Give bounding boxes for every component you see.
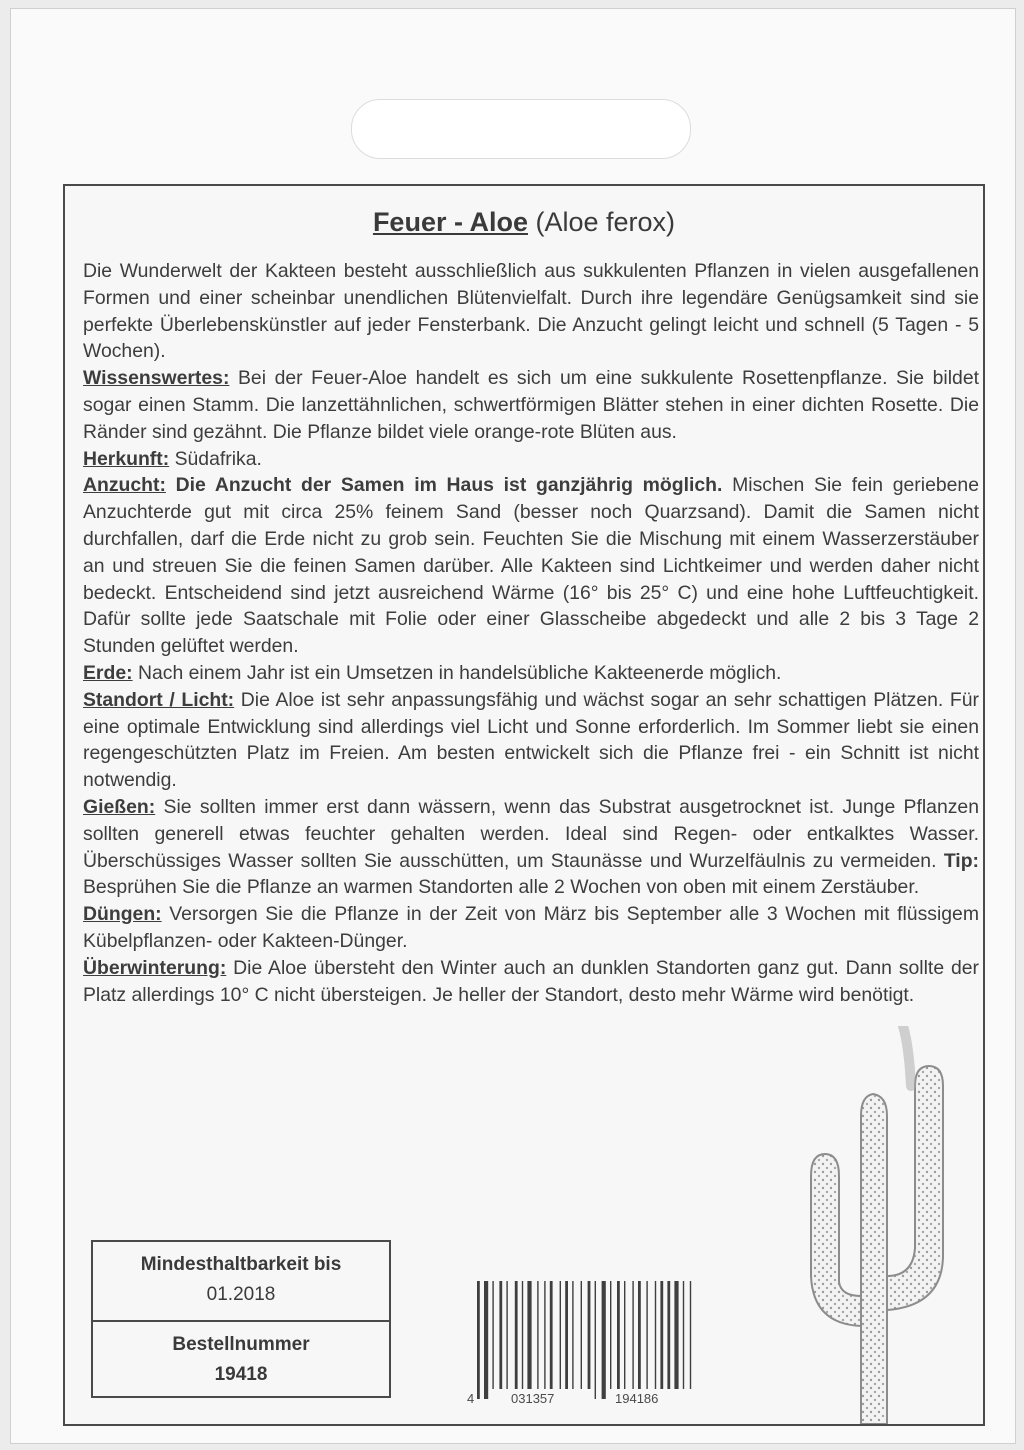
- plant-name: Feuer - Aloe: [372, 207, 528, 237]
- order-number-label: Bestellnummer: [172, 1334, 310, 1355]
- section-text: Die Aloe ist sehr anpassungsfähig und wächst sogar an sehr schattigen Plätzen. Für eine optimale Entwicklung sind allerdings viel Licht und Sonne erforderlich. Im Sommer liebt sie einen regengeschützten Platz im Freien. Am besten entwickelt sich die Pflanze frei - ein Schnitt ist nicht notwendig.: [83, 688, 979, 792]
- section-text: Nach einem Jahr ist ein Umsetzen in handelsübliche Kakteenerde möglich.: [137, 661, 782, 684]
- section-label: Wissenswertes:: [83, 367, 230, 390]
- section-label: Überwinterung:: [83, 956, 227, 979]
- best-before-value: 01.2018: [206, 1284, 276, 1305]
- barcode-bar: [499, 1281, 502, 1389]
- seed-packet-back: [10, 8, 1016, 1444]
- section-standort: [83, 687, 979, 794]
- best-before-label: Mindesthaltbarkeit bis: [140, 1254, 342, 1275]
- barcode-bar: [667, 1281, 670, 1389]
- barcode-digit-first: 4: [467, 1391, 475, 1406]
- best-before-row: [93, 1242, 389, 1320]
- care-instructions: [83, 258, 979, 1008]
- cactus-illustration: [773, 1026, 973, 1424]
- barcode-bar: [683, 1281, 684, 1389]
- tip-text: Besprühen Sie die Pflanze an warmen Standorten alle 2 Wochen von oben mit einem Zerstäuber.: [83, 876, 920, 899]
- barcode-bar: [617, 1281, 620, 1389]
- barcode-bar: [655, 1281, 656, 1389]
- barcode-bar: [690, 1281, 691, 1389]
- barcode-bar: [588, 1281, 591, 1389]
- section-text: Sie sollten immer erst dann wässern, wenn das Substrat ausgetrocknet ist. Junge Pflanzen sollten generell etwas feuchter gehalten werden. Ideal sind Regen- oder entkalktes Wasser. Überschüssiges Wasser sollten Sie ausschütten, um Staunässe und Wurzelfäulnis zu vermeiden.: [83, 795, 980, 872]
- barcode-bar: [595, 1281, 596, 1399]
- intro-text: Die Wunderwelt der Kakteen besteht ausschließlich aus sukkulenten Pflanzen in vielen ausgefallenen Formen und einer scheinbar unendlichen Blütenvielfalt. Durch ihre legendäre Genügsamkeit sind sie perfekte Überlebenskünstler auf jeder Fensterbank. Die Anzucht gelingt leicht und schnell (5 Tagen - 5 Wochen).: [83, 260, 979, 363]
- section-label: Herkunft:: [83, 447, 170, 470]
- barcode-bar: [506, 1281, 507, 1389]
- section-emphasis: Die Anzucht der Samen im Haus ist ganzjährig möglich.: [175, 474, 723, 497]
- barcode-bar: [527, 1281, 531, 1389]
- barcode-bar: [537, 1281, 538, 1389]
- barcode-bar: [646, 1281, 647, 1389]
- section-text: Südafrika.: [174, 447, 262, 470]
- barcode-bar: [624, 1281, 625, 1389]
- hang-hole: [351, 99, 691, 159]
- barcode-bar: [660, 1281, 663, 1389]
- barcode-bar: [565, 1281, 568, 1389]
- section-text: Die Aloe übersteht den Winter auch an dunklen Standorten ganz gut. Dann sollte der Platz allerdings 10° C nicht übersteigen. Je heller der Standort, desto mehr Wärme wird benötigt.: [83, 956, 979, 1006]
- order-number-row: [93, 1320, 389, 1398]
- barcode-bar: [484, 1281, 488, 1399]
- section-giessen: [83, 794, 979, 901]
- barcode-bar: [477, 1281, 480, 1399]
- section-duengen: [83, 901, 979, 955]
- barcode-bar: [560, 1281, 561, 1389]
- barcode-bar: [550, 1281, 553, 1389]
- barcode-bar: [674, 1281, 678, 1389]
- barcode-bar: [602, 1281, 606, 1399]
- barcode-bar: [572, 1281, 573, 1389]
- barcode-bar: [632, 1281, 633, 1389]
- barcode-bar: [492, 1281, 493, 1389]
- intro-paragraph: [83, 258, 979, 365]
- barcode-bars: [463, 1281, 703, 1399]
- section-text: Versorgen Sie die Pflanze in der Zeit von März bis September alle 3 Wochen mit flüssigem Kübelpflanzen- oder Kakteen-Dünger.: [83, 903, 979, 952]
- page-title: [65, 206, 983, 238]
- section-anzucht: [83, 472, 979, 660]
- section-erde: [83, 660, 979, 687]
- section-label: Standort / Licht:: [83, 688, 235, 711]
- tip-label: Tip:: [943, 849, 979, 872]
- barcode-bar: [638, 1281, 641, 1389]
- section-ueberwinterung: [83, 955, 979, 1009]
- section-wissenswertes: [83, 365, 979, 445]
- barcode-bar: [544, 1281, 545, 1389]
- barcode-bar: [522, 1281, 523, 1389]
- barcode-bar: [581, 1281, 582, 1389]
- plant-latin-name: (Aloe ferox): [535, 207, 676, 237]
- barcode-group-right: 194186: [615, 1391, 659, 1406]
- section-text: Mischen Sie fein geriebene Anzuchterde gut mit circa 25% feinem Sand (besser noch Quarzsand). Damit die Samen nicht durchfallen, darf die Erde nicht zu grob sein. Feuchten Sie die Mischung mit einem Wasserzerstäuber an und streuen Sie die feinen Samen darüber. Alle Kakteen sind Lichtkeimer und werden daher nicht bedeckt. Entscheidend sind jetzt ausreichend Wärme (16° bis 25° C) und eine hohe Luftfeuchtigkeit. Dafür sollte jede Saatschale mit Folie oder einer Glasscheibe abgedeckt und alle 2 bis 3 Tage 2 Stunden gelüftet werden.: [83, 474, 979, 658]
- barcode: [463, 1281, 703, 1411]
- instructions-frame: [63, 184, 985, 1426]
- section-label: Erde:: [83, 661, 133, 684]
- info-box: [91, 1240, 391, 1398]
- order-number-value: 19418: [214, 1364, 268, 1385]
- barcode-group-left: 031357: [511, 1391, 555, 1406]
- section-herkunft: [83, 446, 979, 473]
- section-label: Anzucht:: [83, 474, 166, 497]
- section-label: Gießen:: [83, 795, 156, 818]
- section-label: Düngen:: [83, 903, 162, 926]
- barcode-bar: [515, 1281, 518, 1389]
- barcode-bar: [610, 1281, 611, 1389]
- section-text: Bei der Feuer-Aloe handelt es sich um eine sukkulente Rosettenpflanze. Sie bildet sogar einen Stamm. Die lanzettähnlichen, schwertförmigen Blätter stehen in einer dichten Rosette. Die Ränder sind gezähnt. Die Pflanze bildet viele orange-rote Blüten aus.: [83, 367, 979, 443]
